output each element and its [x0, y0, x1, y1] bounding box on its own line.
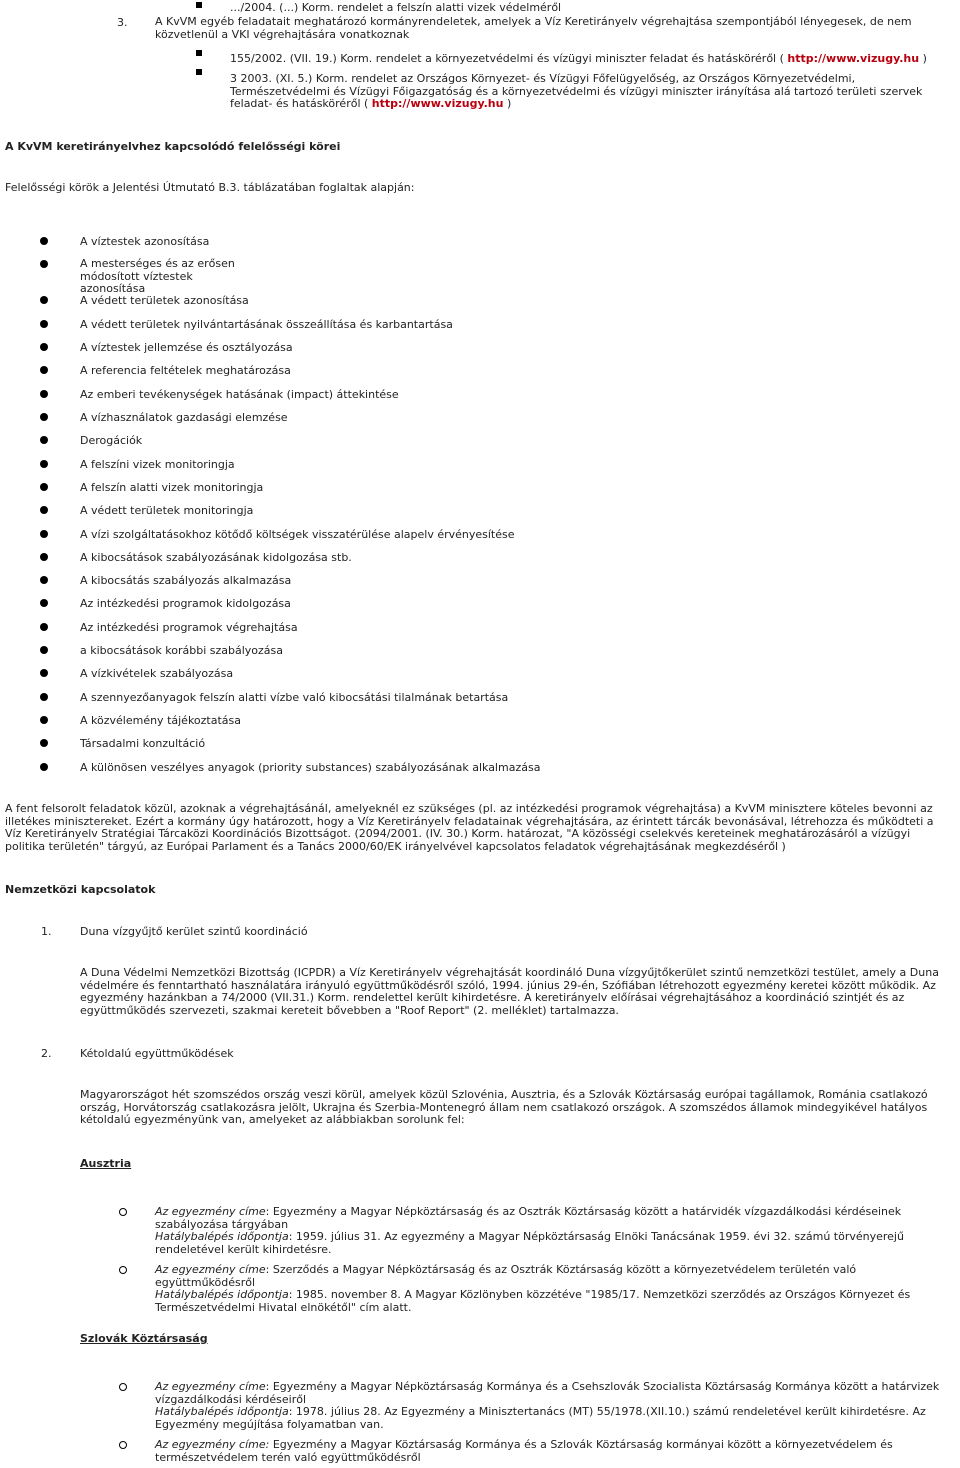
- list-item: [0, 388, 960, 402]
- list-item: [0, 761, 960, 775]
- circle-bullet-icon: [119, 1383, 127, 1391]
- list-item-text: A különösen veszélyes anyagok (priority substances) szabályozásának alkalmazása: [80, 761, 541, 774]
- round-bullet-icon: [40, 646, 48, 654]
- round-bullet-icon: [40, 296, 48, 304]
- circle-bullet-icon: [119, 1266, 127, 1274]
- list-item-text: a kibocsátások korábbi szabályozása: [80, 644, 284, 657]
- section-heading: A KvVM keretirányelvhez kapcsolódó felelősségi körei: [5, 140, 341, 153]
- round-bullet-icon: [40, 460, 48, 468]
- square-bullet-icon: [196, 50, 202, 56]
- treaty-entry: Az egyezmény címe: Egyezmény a Magyar Köztársaság Kormánya és a Szlovák Köztársaság kormányai között a környezetvédelem és természetvédelem terén való együttműködésről: [155, 1438, 893, 1464]
- round-bullet-icon: [40, 483, 48, 491]
- list-item: [0, 551, 960, 565]
- list-item: [0, 691, 960, 705]
- list-item: [0, 574, 960, 588]
- round-bullet-icon: [40, 390, 48, 398]
- list-item-text: A közvélemény tájékoztatása: [80, 714, 242, 727]
- list-item: .../2004. (...) Korm. rendelet a felszín alatti vizek védelméről: [230, 1, 562, 14]
- list-item-text: A referencia feltételek meghatározása: [80, 364, 291, 377]
- list-item: [0, 597, 960, 611]
- intro-text: Felelősségi körök a Jelentési Útmutató B.3. táblázatában foglaltak alapján:: [5, 181, 415, 194]
- list-item-text: A védett területek azonosítása: [80, 294, 249, 307]
- round-bullet-icon: [40, 413, 48, 421]
- list-item-text: A víztestek azonosítása: [80, 235, 210, 248]
- list-item: [0, 504, 960, 518]
- paragraph: A Duna Védelmi Nemzetközi Bizottság (ICPDR) a Víz Keretirányelv végrehajtását koordináló Duna vízgyűjtőkerület szintű nemzetközi testület, amely a Duna védelmére és fenntartható használatára irányuló együttműködésről szóló, 1994. június 29-én, Szófiában létrehozott egyezmény keretei között működik. Az egyezmény hazánkban a 74/2000 (VII.31.) Korm. rendelettel került kihirdetésre. A keretirányelv előírásai végrehajtásához a koordináció szintjét és az együttműködés szervezeti, szakmai kereteit bővebben a "Roof Report" (2. melléklet) tartalmazza.: [80, 966, 939, 1017]
- square-bullet-icon: [196, 69, 202, 75]
- round-bullet-icon: [40, 576, 48, 584]
- country-heading: Szlovák Köztársaság: [80, 1332, 208, 1345]
- list-number: 2.: [41, 1047, 52, 1060]
- list-item: [0, 318, 960, 332]
- list-item: [0, 528, 960, 542]
- paragraph: Magyarországot hét szomszédos ország veszi körül, amelyek közül Szlovénia, Ausztria, és a Szlovák Köztársaság európai tagállamok, Románia csatlakozó ország, Horvátország csatlakozásra jelölt, Ukrajna és Szerbia-Montenegró állam nem csatlakozó országok. A szomszédos államok mindegyikével hatályos kétoldalú egyezményünk van, amelyeket az alábbiakban sorolunk fel:: [80, 1088, 928, 1127]
- list-item-text: A víztestek jellemzése és osztályozása: [80, 341, 293, 354]
- round-bullet-icon: [40, 320, 48, 328]
- list-item-text: A mesterséges és az erősen módosított víztestek azonosítása: [80, 257, 235, 296]
- list-item: [0, 644, 960, 658]
- subsection-title: Duna vízgyűjtő kerület szintű koordináció: [80, 925, 308, 938]
- list-item: [0, 621, 960, 635]
- paragraph: A fent felsorolt feladatok közül, azoknak a végrehajtásánál, amelyeknél ez szükséges (pl. az intézkedési programok végrehajtása) a KvVM minisztere köteles bevonni az illetékes minisztereket. Ezért a kormány úgy határozott, hogy a Víz Keretirányelv feladatainak végrehajtására, az érintett tárcák bevonásával, létrehozza és működteti a Víz Keretirányelv Stratégiai Tárcaközi Koordinációs Bizottságot. (2094/2001. (IV. 30.) Korm. határozat, "A közösségi cselekvés kereteinek meghatározásáról a vízügyi politika területén" tárgyú, az Európai Parlament és a Tanács 2000/60/EK irányelvével kapcsolatos feladatok végrehajtásának megkezdéséről ): [5, 802, 934, 853]
- round-bullet-icon: [40, 366, 48, 374]
- round-bullet-icon: [40, 716, 48, 724]
- list-item: A KvVM egyéb feladatait meghatározó kormányrendeletek, amelyek a Víz Keretirányelv végrehajtása szempontjából lényegesek, de nem közvetlenül a VKI végrehajtására vonatkoznak: [155, 15, 912, 41]
- round-bullet-icon: [40, 553, 48, 561]
- list-item: [0, 458, 960, 472]
- list-item: [0, 434, 960, 448]
- country-heading: Ausztria: [80, 1157, 132, 1170]
- list-item: [0, 235, 960, 249]
- round-bullet-icon: [40, 669, 48, 677]
- round-bullet-icon: [40, 739, 48, 747]
- subsection-title: Kétoldalú együttműködések: [80, 1047, 234, 1060]
- round-bullet-icon: [40, 436, 48, 444]
- list-item-text: Az intézkedési programok végrehajtása: [80, 621, 298, 634]
- treaty-entry: Az egyezmény címe: Szerződés a Magyar Népköztársaság és az Osztrák Köztársaság között a környezetvédelem területén való együttműködésről Hatálybalépés időpontja: 1985. november 8. A Magyar Közlönyben közzétéve "1985/17. Nemzetközi szerződés az Országos Környezet és Természetvédelmi Hivatal elnökétől" cím alatt.: [155, 1263, 911, 1314]
- list-item: [0, 714, 960, 728]
- list-item-text: A védett területek monitoringja: [80, 504, 254, 517]
- list-item-text: A vízi szolgáltatásokhoz kötődő költségek visszatérülése alapelv érvényesítése: [80, 528, 515, 541]
- list-number: 3.: [117, 16, 128, 29]
- section-heading: Nemzetközi kapcsolatok: [5, 883, 156, 896]
- list-item: [0, 294, 960, 308]
- round-bullet-icon: [40, 343, 48, 351]
- list-item: 3 2003. (XI. 5.) Korm. rendelet az Országos Környezet- és Vízügyi Főfelügyelőség, az Országos Környezetvédelmi, Természetvédelmi és Vízügyi Főigazgatóság és a környezetvédelmi és vízügyi miniszter irányítása alá tartozó területi szervek feladat- és hatásköréről ( http://www.vizugy.hu ): [230, 72, 923, 111]
- square-bullet-icon: [196, 2, 202, 8]
- circle-bullet-icon: [119, 1208, 127, 1216]
- list-item: [0, 667, 960, 681]
- list-number: 1.: [41, 925, 52, 938]
- list-item-text: A felszíni vizek monitoringja: [80, 458, 235, 471]
- list-item-text: A vízkivételek szabályozása: [80, 667, 234, 680]
- list-item-text: Társadalmi konzultáció: [80, 737, 206, 750]
- circle-bullet-icon: [119, 1441, 127, 1449]
- list-item: 155/2002. (VII. 19.) Korm. rendelet a környezetvédelmi és vízügyi miniszter feladat és hatásköréről ( http://www.vizugy.hu ): [230, 52, 927, 65]
- round-bullet-icon: [40, 599, 48, 607]
- list-item: [0, 481, 960, 495]
- list-item-text: Az intézkedési programok kidolgozása: [80, 597, 291, 610]
- round-bullet-icon: [40, 260, 48, 268]
- list-item: [0, 341, 960, 355]
- list-item: [0, 411, 960, 425]
- list-item-text: A vízhasználatok gazdasági elemzése: [80, 411, 288, 424]
- list-item-text: A védett területek nyilvántartásának összeállítása és karbantartása: [80, 318, 453, 331]
- list-item-text: A szennyezőanyagok felszín alatti vízbe való kibocsátási tilalmának betartása: [80, 691, 509, 704]
- list-item-text: A felszín alatti vizek monitoringja: [80, 481, 264, 494]
- round-bullet-icon: [40, 693, 48, 701]
- round-bullet-icon: [40, 763, 48, 771]
- list-item-text: Az emberi tevékenységek hatásának (impact) áttekintése: [80, 388, 399, 401]
- round-bullet-icon: [40, 506, 48, 514]
- list-item-text: Derogációk: [80, 434, 143, 447]
- round-bullet-icon: [40, 623, 48, 631]
- vizugy-link[interactable]: http://www.vizugy.hu: [371, 97, 504, 111]
- list-item-text: A kibocsátások szabályozásának kidolgozása stb.: [80, 551, 352, 564]
- list-item: [0, 257, 960, 296]
- round-bullet-icon: [40, 237, 48, 245]
- treaty-entry: Az egyezmény címe: Egyezmény a Magyar Népköztársaság és az Osztrák Köztársaság között a határvidék vízgazdálkodási kérdéseinek szabályozása tárgyában Hatálybalépés időpontja: 1959. július 31. Az egyezmény a Magyar Népköztársaság Elnöki Tanácsának 1959. évi 32. számú törvényerejű rendeletével került kihirdetésre.: [155, 1205, 904, 1256]
- list-item: [0, 364, 960, 378]
- treaty-entry: Az egyezmény címe: Egyezmény a Magyar Népköztársaság Kormánya és a Csehszlovák Szocialista Köztársaság Kormánya között a határvizek vízgazdálkodási kérdéseiről Hatálybalépés időpontja: 1978. július 28. Az Egyezmény a Minisztertanács (MT) 55/1978.(XII.10.) számú rendeletével került kihirdetésre. Az Egyezmény megújítása folyamatban van.: [155, 1380, 940, 1431]
- list-item-text: A kibocsátás szabályozás alkalmazása: [80, 574, 292, 587]
- round-bullet-icon: [40, 530, 48, 538]
- vizugy-link[interactable]: http://www.vizugy.hu: [787, 52, 920, 65]
- list-item: [0, 737, 960, 751]
